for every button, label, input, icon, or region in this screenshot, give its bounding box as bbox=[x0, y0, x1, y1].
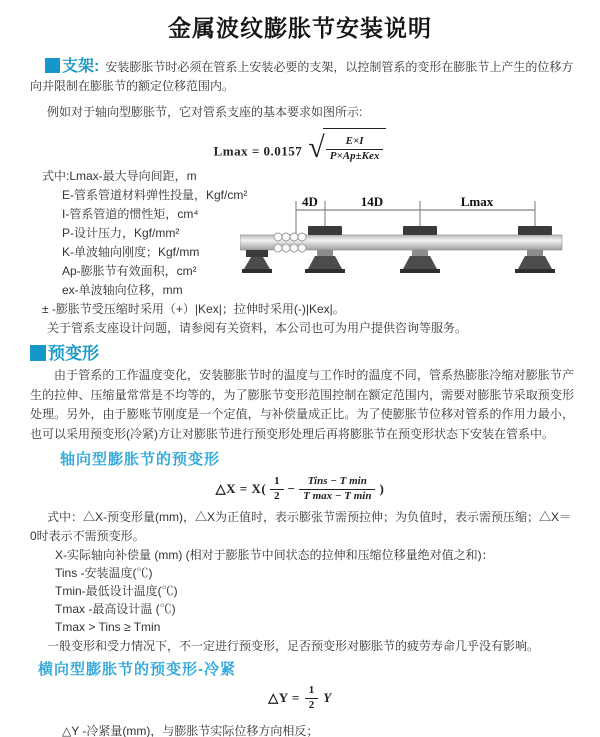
formula-fraction bbox=[326, 135, 384, 164]
fraction-denominator: P×Ap±Kex bbox=[329, 149, 380, 162]
formula-lhs: △X = X( bbox=[215, 481, 267, 496]
fraction-numerator: E×I bbox=[326, 135, 384, 150]
formula-rhs: Y bbox=[323, 690, 332, 705]
close-paren: ) bbox=[379, 481, 385, 496]
definition-line: ± -膨胀节受压缩时采用（+）|Kex|；拉伸时采用(-)|Kex|。 bbox=[42, 302, 345, 316]
minus-sign: − bbox=[287, 481, 296, 496]
support-intro-paragraph bbox=[30, 57, 574, 96]
anchor-support bbox=[242, 250, 272, 273]
lateral-formula-description: △Y -冷紧量(mm)，与膨胀节实际位移方向相反； bbox=[62, 724, 319, 737]
definition-line: P-设计压力，Kgf/mm² bbox=[62, 226, 180, 240]
half-fraction: $\frac{1}{2}$ bbox=[305, 684, 319, 713]
dim-label-4d: 4D bbox=[302, 194, 318, 209]
page-title: 金属波纹膨胀节安装说明 bbox=[168, 15, 432, 41]
definition-line: I-管系管道的惯性矩，cm⁴ bbox=[62, 207, 199, 221]
axial-variable-line: Tmax -最高设计温 (℃) bbox=[55, 602, 176, 616]
dim-label-14d: 14D bbox=[360, 194, 384, 209]
definition-line: ex-单波轴向位移，mm bbox=[62, 283, 183, 297]
blue-square-icon bbox=[45, 58, 60, 73]
lateral-predeform-heading: 横向型膨胀节的预变形-冷紧 bbox=[38, 661, 236, 678]
axial-variable-line: Tins -安装温度(℃) bbox=[55, 566, 153, 580]
predeform-section-label: 预变形 bbox=[48, 344, 99, 363]
axial-variable-list bbox=[0, 546, 600, 636]
temperature-fraction: $\frac{\text{Tins − T min}}{\text{T max − T min}}$ bbox=[299, 475, 375, 504]
half-fraction: $\frac{1}{2}$ bbox=[270, 475, 284, 504]
axial-variable-line: Tmin-最低设计温度(℃) bbox=[55, 584, 178, 598]
definition-line: Ap-膨胀节有效面积，cm² bbox=[62, 264, 197, 278]
axial-predeform-heading: 轴向型膨胀节的预变形 bbox=[60, 451, 221, 468]
guide-spacing-formula bbox=[0, 128, 600, 162]
formula-lhs: Lmax = 0.0157 bbox=[213, 143, 303, 159]
definition-line: E-管系管道材料弹性投量，Kgf/cm² bbox=[62, 188, 248, 202]
axial-formula-description: 式中：△X-预变形量(mm)，△X为正值时，表示膨张节需预拉伸；为负值时，表示需预压缩；△X＝0时表示不需预变形。 bbox=[30, 510, 571, 543]
blue-square-icon bbox=[30, 345, 46, 361]
predeform-paragraph: 由于管系的工作温度变化，安装膨胀节时的温度与工作时的温度不同，管系热膨胀冷缩对膨胀节产生的拉伸、压缩量常常是不均等的，为了膨胀节变形范围控制在额定范围内，需要对膨胀节采取预变形处理。另外，由于膨账节刚度是一个定值，与补偿量成正比。为了使膨胀节位移对管系的作用力最小，也可以采用预变形(冷紧)方让对膨胀节进行预变形处理后再将膨胀节在预变形状态下安装在管系中。 bbox=[30, 368, 574, 441]
axial-predeform-formula bbox=[0, 472, 600, 506]
support-section-label: 支架: bbox=[62, 58, 100, 75]
square-root bbox=[308, 128, 386, 165]
support-intro-text: 安装膨胀节时必须在管系上安装必要的支架，以控制管系的变形在膨胀节上产生的位移方向并限制在膨胀节的额定位移范围内。 bbox=[30, 60, 574, 93]
axial-variable-line: Tmax > Tins ≥ Tmin bbox=[55, 620, 161, 634]
support-example-line: 例如对于轴向型膨胀节，它对管系支座的基本要求如图所示: bbox=[47, 105, 363, 119]
predeform-section-header bbox=[30, 344, 600, 364]
support-note-line: 关于管系支座设计问题，请参阅有关资料，本公司也可为用户提供咨询等服务。 bbox=[47, 321, 468, 335]
definition-line: K-单波轴向刚度；Kgf/mm bbox=[62, 245, 200, 259]
definition-line: 式中:Lmax-最大导向间距，m bbox=[42, 169, 197, 183]
radical-sign-icon: √ bbox=[308, 130, 325, 164]
pipe-support-diagram bbox=[240, 192, 570, 276]
axial-variable-line: X-实际轴向补偿量 (mm) (相对于膨胀节中间状态的拉伸和压缩位移量绝对值之和)： bbox=[55, 548, 494, 562]
formula-lhs: △Y = bbox=[268, 690, 300, 705]
lateral-predeform-formula bbox=[0, 682, 600, 714]
dim-label-lmax: Lmax bbox=[460, 194, 494, 209]
axial-footnote: 一般变形和受力情况下，不一定进行预变形，足否预变形对膨胀节的疲劳寿命几乎没有影响。 bbox=[47, 639, 540, 653]
